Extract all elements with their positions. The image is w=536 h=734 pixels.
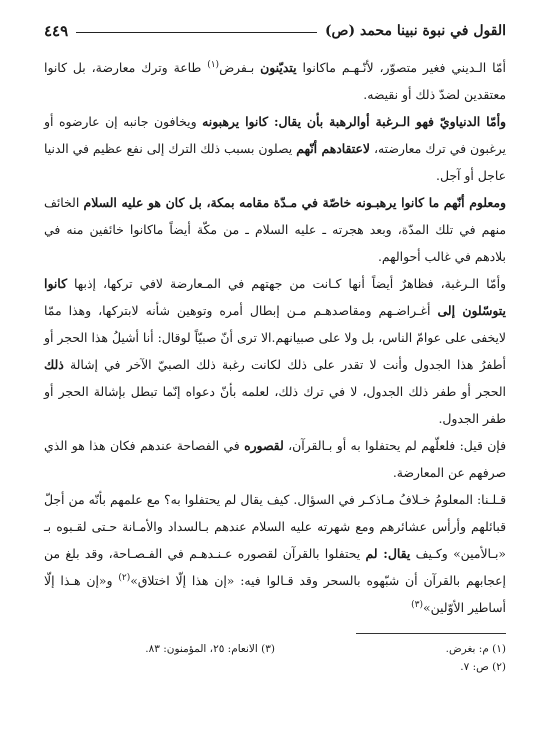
footnote-fn2: (٢) ص: ٧. <box>460 661 506 673</box>
bold-run: كانوا يتوسّلون إلى <box>44 276 506 318</box>
text-run: قـلـنا: المعلومُ خـلافُ مـاذكـر في السؤال. كيف يقال لم يحتفلوا به؟ مع علمهم بأنّه من أجلّ قبائلهم وأرأس عشائرهم ومع شهرته عليه السلام عندهم بـالسداد والأمـانة حـتى لقـبوه بـ «بـالأمين» وكـيف <box>44 492 506 561</box>
running-header <box>44 16 506 46</box>
footnote-fn-empty <box>44 658 275 676</box>
text-run: بـفرض <box>219 60 261 75</box>
text-run: في الفصاحة عندهم فكان هذا هو الذي صرفهم عن المعارضة. <box>44 438 506 480</box>
text-run: فإن قيل: فلعلّهم لم يحتفلوا به أو بـالقرآن، <box>283 438 506 453</box>
footnote-separator <box>356 633 506 634</box>
text-run: أمّا الـديني فغير متصوّر، لأنّـهـم ماكانوا <box>296 60 507 75</box>
body-text <box>44 54 506 621</box>
paragraph-p2 <box>44 108 506 189</box>
running-title: القول في نبوة نبينا محمد (ص) <box>324 23 506 39</box>
paragraph-p4 <box>44 270 506 432</box>
bold-run: لاعتقادهم أنّهم <box>296 141 370 156</box>
text-run: وأمّا الـرغبة، فظاهرٌ أيضاً أنها كـانت من جهتهم في المـعارضة لافي تركها، إذبها <box>66 276 506 291</box>
footnote-ref: (٢) <box>118 573 131 583</box>
footnote-fn1: (١) م: بغرض. <box>445 643 506 655</box>
text-run: طاعة وترك معارضة، بل كانوا معتقدين لضدّ ذلك أو نقيضه. <box>44 60 506 102</box>
footnote-ref: (١) <box>207 60 220 70</box>
paragraph-p3 <box>44 189 506 270</box>
bold-run: يقال: لم <box>365 546 411 561</box>
page-number: ٤٤٩ <box>44 22 69 40</box>
text-run: الحجر أو طفر ذلك الجدول، لا في ترك ذلك، لعلمه بأنّ دعواه إنّما تبطل بإشالة الحجر أو طفر الجدول. <box>44 384 506 426</box>
text-run: و«إن هـذا إلّا أساطير الأوّلين» <box>44 573 506 615</box>
text-run: ويخافون جانبه إن عارضوه أو يرغبون في ترك معارضته، <box>44 114 507 156</box>
footnote-ref: (٣) <box>411 600 423 610</box>
text-run: يصلون بسبب ذلك الترك إلى نفع عظيم في الدنيا عاجل أو آجل. <box>44 141 506 183</box>
bold-run: لقصوره <box>244 438 284 453</box>
bold-run: وأمّا الدنياويّ فهو الـرغبة أوالرهبة بأن يقال: كانوا يرهبونه <box>202 114 506 129</box>
footnote-fn3: (٣) الانعام: ٢٥، المؤمنون: ٨٣. <box>145 643 275 655</box>
paragraph-p5 <box>44 432 506 486</box>
header-rule <box>76 32 317 33</box>
bold-run: ذلك <box>44 357 64 372</box>
footnotes <box>44 640 506 676</box>
paragraph-p6 <box>44 486 506 621</box>
text-run: أغـراضـهم ومقاصدهـم مـن إبطال أمره وتوهين شأنه لابتركها، وهذا ممّا لايخفى على عوامّ الناس، بل ولا على صبيانهم.الا ترى أنّ صبيّاً لوقال: أنا أشيلُ هذا الحجر أو أطفرُ هذا الجدول وأنت لا تقدر على ذلك لكانت رغبة ذلك الصبيّ الآخر في إشالة <box>44 303 506 372</box>
text-run: الخائف منهم في تلك المدّة، وبعد هجرته ـ عليه السلام ـ من مكّة أيضاً ماكانوا خائفين منه في بلادهم في غالب أحوالهم. <box>44 195 506 264</box>
paragraph-p1 <box>44 54 506 108</box>
bold-run: يتديّنون <box>260 60 297 75</box>
text-run: يحتفلوا بالقرآن لقصوره عـنـدهـم في الفـصـاحة، وقد بلغ من إعجابهم بالقرآن أن شبّهوه بالسحر وقد قـالوا فيه: «إن هذا إلّا اختلاق» <box>44 546 506 588</box>
bold-run: ومعلوم أنّهم ما كانوا يرهبـونه خاصّة في مـدّة مقامه بمكة، بل كان هو عليه السلام <box>83 195 506 210</box>
